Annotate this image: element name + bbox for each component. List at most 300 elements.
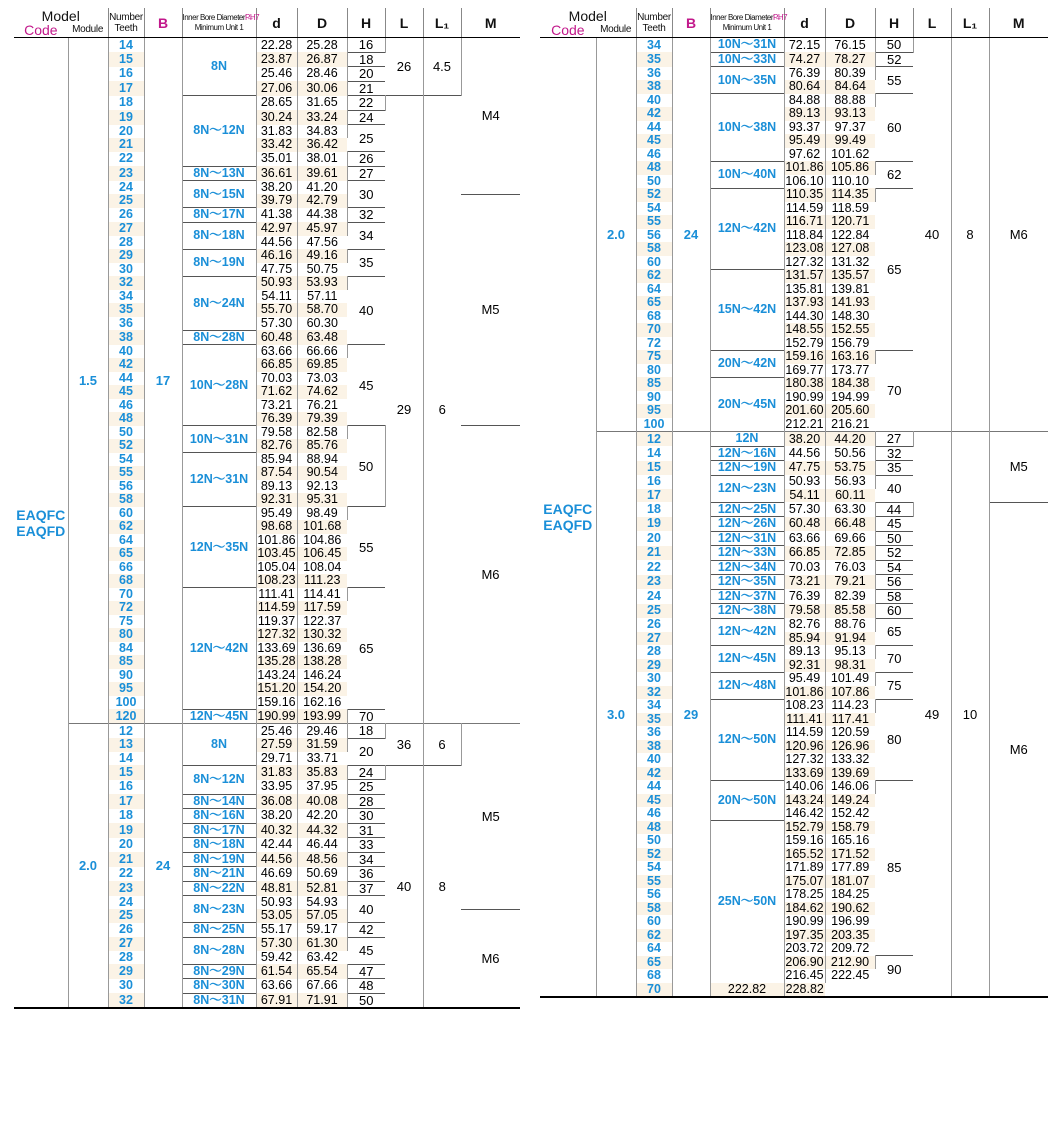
D-cell: 80.39 (825, 67, 875, 81)
d-header: d (256, 8, 297, 38)
bore-cell: 8N～28N (182, 330, 256, 345)
b-cell: 17 (144, 38, 182, 724)
H-cell: 60 (875, 604, 913, 619)
L1-header: L₁ (951, 8, 989, 38)
bore-cell: 12N～25N (710, 502, 784, 517)
d-cell: 89.13 (784, 107, 825, 121)
bore-cell: 8N～19N (182, 249, 256, 276)
teeth-cell: 44 (108, 372, 144, 386)
d-cell: 95.49 (256, 507, 297, 521)
teeth-cell: 17 (108, 794, 144, 809)
d-cell: 48.81 (256, 881, 297, 896)
module-cell: 2.0 (68, 724, 108, 1009)
teeth-cell: 29 (108, 964, 144, 979)
H-cell: 24 (347, 110, 385, 125)
D-cell: 114.35 (825, 188, 875, 202)
D-cell: 173.77 (825, 364, 875, 378)
D-cell: 33.71 (297, 752, 347, 766)
d-cell: 92.31 (256, 493, 297, 507)
H-cell: 32 (347, 208, 385, 223)
d-cell: 120.96 (785, 738, 824, 753)
teeth-cell: 19 (108, 823, 144, 838)
D-cell: 95.13 (825, 645, 875, 659)
D-cell: 39.61 (297, 166, 347, 181)
teeth-cell: 28 (636, 645, 672, 659)
D-cell: 184.38 (825, 377, 875, 391)
H-cell: 34 (347, 852, 385, 867)
d-cell: 222.82 (710, 983, 784, 998)
D-cell: 98.49 (297, 507, 347, 521)
module-header-label: Module (600, 23, 632, 35)
d-cell: 151.20 (257, 681, 296, 696)
D-cell: 98.31 (825, 659, 875, 673)
teeth-cell: 45 (636, 794, 672, 808)
D-cell: 146.06 (825, 780, 875, 794)
bore-cell: 10N～31N (710, 38, 784, 53)
d-cell: 101.86 (785, 160, 824, 175)
teeth-cell: 42 (636, 107, 672, 121)
D-cell: 95.31 (297, 493, 347, 507)
number-header-label: Number (109, 11, 143, 23)
d-cell: 180.38 (785, 376, 824, 391)
d-cell: 212.21 (785, 416, 824, 431)
bore-cell: 8N (182, 724, 256, 766)
L1-header: L₁ (423, 8, 461, 38)
teeth-cell: 75 (636, 350, 672, 364)
teeth-cell: 38 (108, 330, 144, 345)
D-cell: 41.20 (297, 181, 347, 195)
d-cell: 47.75 (256, 263, 297, 277)
teeth-cell: 20 (108, 125, 144, 139)
bore-cell: 8N～23N (182, 896, 256, 923)
H-cell: 65 (875, 188, 913, 350)
teeth-cell: 38 (636, 80, 672, 94)
teeth-cell: 13 (108, 738, 144, 752)
d-cell: 36.08 (256, 794, 297, 809)
D-header: D (297, 8, 347, 38)
D-cell: 194.99 (825, 391, 875, 405)
H-cell: 50 (347, 426, 385, 507)
teeth-cell: 29 (108, 249, 144, 263)
D-cell: 111.23 (297, 574, 347, 588)
H-cell: 40 (347, 896, 385, 923)
H-cell: 37 (347, 881, 385, 896)
H-cell: 45 (347, 937, 385, 964)
teeth-cell: 25 (636, 604, 672, 619)
teeth-cell: 44 (636, 780, 672, 794)
teeth-cell: 16 (636, 475, 672, 489)
bore-cell: 12N～42N (710, 188, 784, 269)
d-cell: 44.56 (256, 236, 297, 250)
D-cell: 203.35 (825, 929, 875, 943)
D-cell: 120.71 (825, 215, 875, 229)
bore-cell: 12N～26N (710, 517, 784, 532)
D-cell: 31.59 (297, 738, 347, 752)
H-cell: 56 (875, 575, 913, 590)
teeth-cell: 100 (636, 418, 672, 432)
D-cell: 26.87 (297, 52, 347, 67)
D-cell: 73.03 (297, 372, 347, 386)
bore-cell: 8N～16N (182, 809, 256, 824)
H-cell: 30 (347, 809, 385, 824)
D-cell: 92.13 (297, 480, 347, 494)
teeth-cell: 15 (636, 461, 672, 476)
D-cell: 46.44 (297, 838, 347, 853)
D-cell: 97.37 (825, 121, 875, 135)
D-cell: 149.24 (825, 794, 875, 808)
bore-cell: 8N～30N (182, 979, 256, 994)
teeth-cell: 18 (636, 502, 672, 517)
teeth-cell: 12 (108, 724, 144, 739)
bore-cell: 15N～42N (710, 269, 784, 350)
teeth-cell: 54 (636, 202, 672, 216)
M-header: M (989, 8, 1048, 38)
d-cell: 55.70 (256, 303, 297, 317)
D-cell: 69.85 (297, 358, 347, 372)
bore-cell: 8N～17N (182, 208, 256, 223)
D-cell: 50.69 (297, 867, 347, 882)
d-cell: 89.13 (256, 480, 297, 494)
M-cell: M6 (989, 38, 1048, 432)
d-cell: 57.30 (784, 502, 825, 517)
D-cell: 63.42 (297, 951, 347, 965)
teeth-cell: 18 (108, 96, 144, 111)
bore-cell: 8N～12N (182, 96, 256, 167)
d-cell: 66.85 (784, 546, 825, 561)
H-cell: 50 (875, 38, 913, 53)
teeth-cell: 84 (108, 642, 144, 656)
bore-cell: 8N～19N (182, 852, 256, 867)
D-cell: 38.01 (297, 152, 347, 167)
M-cell: M6 (461, 426, 520, 724)
d-cell: 42.44 (256, 838, 297, 853)
D-cell: 82.39 (825, 589, 875, 604)
d-cell: 71.62 (256, 385, 297, 399)
H-cell: 85 (875, 780, 913, 956)
teeth-cell: 14 (108, 752, 144, 766)
H-cell: 90 (875, 956, 913, 983)
H-cell: 20 (347, 67, 385, 82)
teeth-cell: 26 (108, 923, 144, 938)
code-module-row (540, 23, 636, 37)
L1-cell: 10 (951, 432, 989, 998)
H-cell: 65 (875, 618, 913, 645)
bore-cell: 8N～13N (182, 166, 256, 181)
module-cell: 3.0 (596, 432, 636, 998)
M-cell: M5 (989, 432, 1048, 503)
d-cell: 87.54 (256, 466, 297, 480)
d-cell: 27.06 (256, 81, 297, 96)
d-cell: 146.42 (785, 806, 824, 821)
bore-header-label: Inner Bore Diameter (710, 12, 774, 22)
L-cell: 26 (385, 38, 423, 96)
d-cell: 103.45 (257, 546, 296, 561)
left-spec-table (14, 8, 520, 1009)
D-cell: 78.27 (825, 52, 875, 67)
d-cell: 38.20 (784, 432, 825, 447)
d-cell: 101.86 (785, 684, 824, 699)
teeth-cell: 52 (636, 848, 672, 862)
teeth-cell: 70 (108, 588, 144, 602)
bore-cell: 12N～48N (710, 672, 784, 699)
teeth-cell: 68 (636, 310, 672, 324)
d-cell: 82.76 (256, 439, 297, 453)
d-cell: 123.08 (785, 241, 824, 256)
teeth-cell: 54 (108, 453, 144, 467)
H-cell: 18 (347, 52, 385, 67)
bore-cell: 12N～33N (710, 546, 784, 561)
teeth-cell: 72 (636, 337, 672, 351)
D-cell: 88.94 (297, 453, 347, 467)
teeth-cell: 17 (108, 81, 144, 96)
teeth-cell: 20 (108, 838, 144, 853)
teeth-cell: 40 (108, 345, 144, 359)
bore-cell: 10N～31N (182, 426, 256, 453)
teeth-cell: 68 (108, 574, 144, 588)
D-cell: 76.15 (825, 38, 875, 53)
L-header: L (913, 8, 951, 38)
teeth-cell: 24 (108, 181, 144, 195)
D-cell: 76.21 (297, 399, 347, 413)
D-cell: 28.46 (297, 67, 347, 82)
L-cell: 40 (385, 765, 423, 1008)
D-cell: 61.30 (297, 937, 347, 951)
D-cell: 162.16 (297, 696, 347, 710)
bore-cell: 12N～35N (182, 507, 256, 588)
left-table (14, 8, 520, 1009)
d-cell: 201.60 (785, 403, 824, 418)
teeth-cell: 21 (108, 138, 144, 152)
H-cell: 18 (347, 724, 385, 739)
teeth-cell: 60 (108, 507, 144, 521)
d-cell: 46.16 (256, 249, 297, 263)
teeth-header (108, 8, 144, 38)
table-row (14, 38, 520, 53)
teeth-cell: 19 (636, 517, 672, 532)
d-cell: 89.13 (784, 645, 825, 659)
b-cell: 24 (672, 38, 710, 432)
D-cell: 209.72 (825, 942, 875, 956)
D-cell: 91.94 (825, 632, 875, 646)
D-cell: 42.20 (297, 809, 347, 824)
D-cell: 35.83 (297, 765, 347, 780)
d-cell: 165.52 (785, 846, 824, 861)
D-cell: 50.75 (297, 263, 347, 277)
d-cell: 31.83 (256, 765, 297, 780)
bore-cell: 8N～14N (182, 794, 256, 809)
L1-cell: 8 (951, 38, 989, 432)
teeth-cell: 58 (636, 902, 672, 916)
D-cell: 60.30 (297, 317, 347, 331)
bore-header-line2: Minimum Unit 1 (722, 22, 772, 32)
teeth-header-label: Teeth (642, 22, 666, 34)
D-cell: 48.56 (297, 852, 347, 867)
d-cell: 39.79 (256, 194, 297, 208)
H-cell: 75 (875, 672, 913, 699)
D-cell: 25.28 (297, 38, 347, 53)
bore-cell: 10N～33N (710, 52, 784, 67)
D-cell: 222.45 (825, 969, 875, 983)
teeth-cell: 64 (108, 534, 144, 548)
teeth-cell: 62 (636, 929, 672, 943)
teeth-header (636, 8, 672, 38)
H-header: H (875, 8, 913, 38)
M-cell: M5 (461, 724, 520, 910)
H-cell: 42 (347, 923, 385, 938)
D-cell: 57.05 (297, 909, 347, 923)
bore-cell: 8N (182, 38, 256, 96)
teeth-cell: 62 (108, 520, 144, 534)
D-cell: 66.48 (825, 517, 875, 532)
teeth-cell: 24 (636, 589, 672, 604)
teeth-cell: 100 (108, 696, 144, 710)
teeth-cell: 26 (108, 208, 144, 223)
H-cell: 21 (347, 81, 385, 96)
teeth-cell: 58 (636, 242, 672, 256)
teeth-cell: 68 (636, 969, 672, 983)
H-cell: 16 (347, 38, 385, 53)
teeth-cell: 40 (636, 94, 672, 108)
D-header: D (825, 8, 875, 38)
D-cell: 53.93 (297, 276, 347, 290)
d-cell: 127.32 (785, 254, 824, 269)
d-cell: 190.99 (785, 914, 824, 929)
H-cell: 52 (875, 52, 913, 67)
teeth-cell: 36 (636, 67, 672, 81)
d-cell: 114.59 (257, 600, 296, 615)
bore-cell: 8N～18N (182, 838, 256, 853)
bore-cell: 20N～42N (710, 350, 784, 377)
D-cell: 117.41 (825, 713, 875, 727)
teeth-cell: 45 (108, 385, 144, 399)
bore-cell: 10N～38N (710, 94, 784, 162)
module-header-label: Module (72, 23, 104, 35)
teeth-cell: 22 (108, 867, 144, 882)
D-cell: 154.20 (297, 682, 347, 696)
d-header: d (784, 8, 825, 38)
d-cell: 27.59 (256, 738, 297, 752)
H-cell: 22 (347, 96, 385, 111)
d-cell: 101.86 (257, 532, 296, 547)
H-cell: 50 (347, 993, 385, 1008)
bore-cell: 8N～31N (182, 993, 256, 1008)
teeth-cell: 95 (108, 682, 144, 696)
code-header-label: Code (551, 21, 585, 38)
teeth-cell: 27 (636, 632, 672, 646)
d-cell: 33.95 (256, 780, 297, 795)
D-cell: 148.30 (825, 310, 875, 324)
bore-cell: 12N～31N (710, 531, 784, 546)
teeth-cell: 50 (636, 175, 672, 189)
right-spec-table (540, 8, 1048, 998)
D-cell: 193.99 (297, 709, 347, 724)
bore-cell: 12N～34N (710, 560, 784, 575)
D-cell: 63.48 (297, 330, 347, 345)
d-cell: 119.37 (257, 613, 296, 628)
teeth-cell: 54 (636, 861, 672, 875)
L1-cell: 6 (423, 724, 461, 766)
H-cell: 35 (875, 461, 913, 476)
teeth-cell: 42 (108, 358, 144, 372)
d-cell: 111.41 (784, 713, 825, 727)
teeth-cell: 30 (108, 979, 144, 994)
d-cell: 47.75 (784, 461, 825, 476)
bore-tolerance-label: P̶H7 (773, 12, 788, 22)
teeth-cell: 12 (636, 432, 672, 447)
H-cell: 65 (347, 588, 385, 710)
D-cell: 88.88 (825, 94, 875, 108)
d-cell: 171.89 (785, 860, 824, 875)
b-header: B (144, 8, 182, 38)
teeth-cell: 28 (108, 951, 144, 965)
teeth-cell: 34 (108, 290, 144, 304)
L-cell: 36 (385, 724, 423, 766)
bore-cell: 12N～50N (710, 699, 784, 780)
H-cell: 45 (347, 345, 385, 426)
code-eaqfc: EAQFC (543, 501, 593, 517)
D-cell: 126.96 (825, 740, 875, 754)
teeth-cell: 16 (108, 780, 144, 795)
D-cell: 177.89 (825, 861, 875, 875)
b-cell: 24 (144, 724, 182, 1009)
d-cell: 54.11 (256, 290, 297, 304)
D-cell: 114.41 (297, 588, 347, 602)
teeth-cell: 28 (108, 236, 144, 250)
d-cell: 206.90 (785, 954, 824, 969)
D-cell: 84.64 (825, 80, 875, 94)
D-cell: 120.59 (825, 726, 875, 740)
H-cell: 54 (875, 560, 913, 575)
d-cell: 70.03 (784, 560, 825, 575)
teeth-cell: 24 (108, 896, 144, 910)
D-cell: 71.91 (297, 993, 347, 1008)
d-cell: 133.69 (257, 640, 296, 655)
teeth-cell: 18 (108, 809, 144, 824)
teeth-cell: 60 (636, 256, 672, 270)
teeth-cell: 32 (108, 276, 144, 290)
right-table (540, 8, 1048, 998)
bore-cell: 12N～45N (710, 645, 784, 672)
bore-cell: 12N (710, 432, 784, 447)
d-cell: 85.94 (784, 632, 825, 646)
d-cell: 95.49 (784, 672, 825, 686)
teeth-cell: 46 (636, 148, 672, 162)
d-cell: 44.56 (784, 446, 825, 461)
bore-cell: 8N～29N (182, 964, 256, 979)
d-cell: 178.25 (785, 887, 824, 902)
teeth-cell: 22 (108, 152, 144, 167)
M-cell: M5 (461, 194, 520, 426)
d-cell: 30.24 (256, 110, 297, 125)
d-cell: 73.21 (784, 575, 825, 590)
bore-cell: 8N～22N (182, 881, 256, 896)
bore-header-line1 (182, 12, 260, 23)
bore-cell: 12N～38N (710, 604, 784, 619)
d-cell: 85.94 (256, 453, 297, 467)
H-cell: 44 (875, 502, 913, 517)
teeth-cell: 70 (636, 983, 672, 998)
d-cell: 76.39 (256, 412, 297, 426)
D-cell: 49.16 (297, 249, 347, 263)
D-cell: 181.07 (825, 875, 875, 889)
teeth-cell: 26 (636, 618, 672, 632)
D-cell: 118.59 (825, 202, 875, 216)
teeth-cell: 46 (636, 807, 672, 821)
table-row (540, 432, 1048, 447)
code-header-label: Code (24, 21, 58, 38)
d-cell: 82.76 (784, 618, 825, 632)
L-cell: 29 (385, 96, 423, 724)
